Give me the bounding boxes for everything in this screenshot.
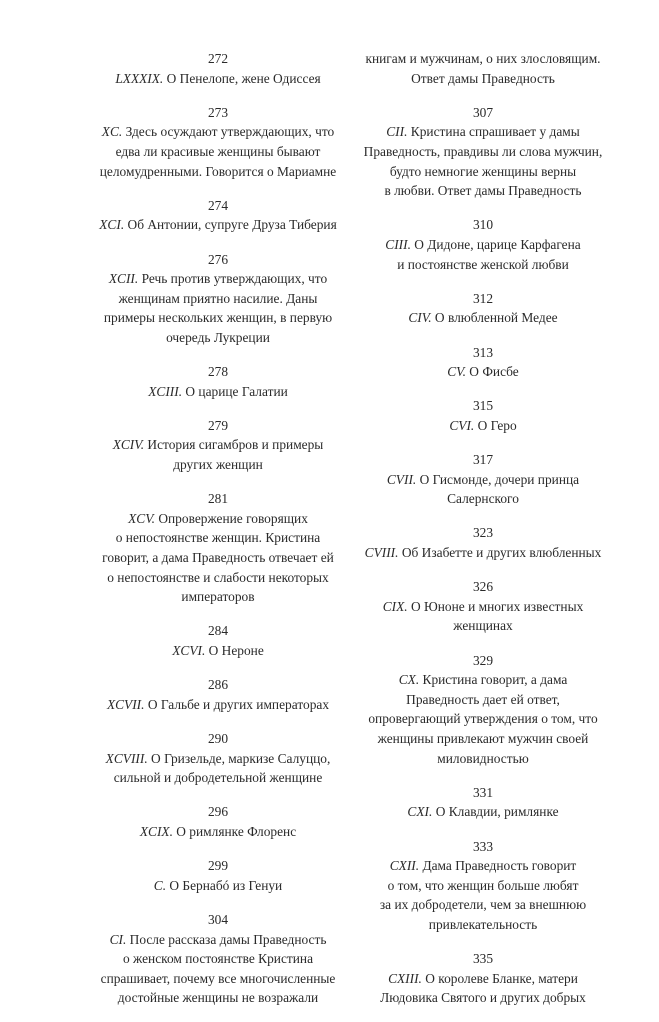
entry-line	[352, 597, 614, 617]
page-number: 279	[207, 417, 229, 433]
entry-title: Дама Праведность говорит	[419, 858, 577, 874]
toc-entry	[352, 289, 614, 328]
entry-line: Праведность, правдивы ли слова мужчин,	[363, 143, 603, 159]
entry-line: примеры нескольких женщин, в первую	[103, 310, 333, 326]
entry-line: и постоянстве женской любви	[397, 256, 569, 272]
entry-line	[352, 470, 614, 490]
entry-line: женщины привлекают мужчин своей	[377, 730, 589, 746]
entry-title: О Фисбе	[465, 364, 519, 380]
entry-line: целомудренными. Говорится о Мариамне	[99, 163, 337, 179]
entry-line	[352, 969, 614, 989]
entry-line: других женщин	[173, 457, 263, 473]
entry-title: Кристина спрашивает у дамы	[407, 124, 580, 140]
chapter-numeral: XCII.	[108, 271, 139, 287]
entry-title: О влюбленной Медее	[431, 310, 558, 326]
entry-line	[87, 641, 349, 661]
chapter-numeral: CXII.	[389, 858, 420, 874]
toc-entry	[87, 416, 349, 475]
entry-title: О Нероне	[205, 643, 264, 658]
toc-entry	[87, 675, 349, 714]
toc-entry	[87, 729, 349, 788]
chapter-numeral: XCIX.	[139, 823, 173, 839]
toc-entry	[87, 250, 349, 348]
toc-entry	[87, 802, 349, 841]
chapter-numeral: XCIV.	[112, 437, 145, 453]
toc-continuation	[352, 49, 614, 88]
page-number: 276	[207, 251, 229, 267]
entry-line: о непостоянстве и слабости некоторых	[107, 569, 329, 585]
chapter-numeral: CVIII.	[364, 545, 399, 561]
toc-entry	[87, 103, 349, 181]
entry-title: Об Изабетте и других влюбленных	[398, 545, 602, 561]
continuation-line: книгам и мужчинам, о них злословящим.	[365, 51, 601, 66]
entry-title: После рассказа дамы Праведность	[126, 931, 327, 947]
toc-right-column	[352, 49, 614, 1022]
toc-entry	[352, 396, 614, 435]
entry-line	[352, 416, 614, 436]
chapter-numeral: CVII.	[386, 471, 417, 487]
toc-entry	[352, 783, 614, 822]
page-number: 274	[207, 197, 229, 213]
page-number: 329	[472, 652, 494, 668]
entry-line	[87, 435, 349, 455]
entry-line	[352, 543, 614, 563]
chapter-numeral: CXI.	[407, 804, 433, 820]
entry-title: О римлянке Флоренс	[172, 823, 297, 839]
entry-title: О Бернабó из Генуи	[166, 877, 283, 893]
toc-left-column	[87, 49, 349, 1022]
toc-entry	[352, 837, 614, 935]
page-number: 331	[472, 784, 494, 800]
toc-entry	[87, 49, 349, 88]
entry-line: женщинам приятно насилие. Даны	[118, 290, 318, 306]
chapter-numeral: CIII.	[385, 236, 411, 252]
chapter-numeral: XCI.	[99, 217, 125, 233]
entry-title: Кристина говорит, а дама	[419, 672, 568, 688]
entry-line: о женском постоянстве Кристина	[122, 951, 314, 967]
page-number: 315	[472, 398, 494, 414]
toc-entry	[87, 856, 349, 895]
chapter-numeral: XCVIII.	[105, 750, 148, 766]
entry-line	[87, 695, 349, 715]
entry-title: О Гальбе и других императорах	[144, 696, 330, 712]
entry-line	[87, 876, 349, 896]
page-number: 278	[207, 364, 229, 380]
page-number: 333	[472, 838, 494, 854]
page-number: 290	[207, 730, 229, 746]
entry-line: Людовика Святого и других добрых	[380, 990, 586, 1006]
page-number: 323	[472, 525, 494, 541]
entry-line	[352, 362, 614, 382]
chapter-numeral: XCV.	[128, 510, 155, 526]
toc-entry	[352, 343, 614, 382]
chapter-numeral: CX.	[398, 672, 420, 688]
chapter-numeral: C.	[153, 877, 167, 893]
page-number: 317	[472, 452, 494, 468]
page-number: 299	[207, 858, 229, 874]
entry-line	[87, 749, 349, 769]
page-number: 307	[472, 104, 494, 120]
page-number: 304	[207, 911, 229, 927]
entry-line: очередь Лукреции	[166, 329, 270, 345]
page-number: 296	[207, 804, 229, 820]
toc-entry	[87, 910, 349, 1008]
entry-line: за их добродетели, чем за внешнюю	[379, 897, 587, 913]
entry-line: о том, что женщин больше любят	[387, 877, 579, 893]
entry-line: миловидностью	[437, 750, 529, 766]
entry-title: Об Антонии, супруге Друза Тиберия	[124, 217, 337, 233]
page-number: 335	[472, 951, 494, 967]
toc-entry	[87, 621, 349, 660]
entry-line: едва ли красивые женщины бывают	[115, 143, 321, 159]
entry-line: Салернского	[447, 491, 519, 507]
entry-title: О Дидоне, царице Карфагена	[410, 236, 581, 252]
chapter-numeral: CVI.	[449, 417, 475, 433]
entry-line	[87, 382, 349, 402]
page-number: 281	[207, 491, 229, 507]
page-number: 272	[207, 51, 229, 66]
toc-entry	[352, 949, 614, 1008]
entry-title: О Гисмонде, дочери принца	[416, 471, 580, 487]
chapter-numeral: CIX.	[382, 598, 408, 614]
entry-line: сильной и добродетельной женщине	[113, 770, 323, 786]
chapter-numeral: CXIII.	[388, 970, 422, 986]
chapter-numeral: CIV.	[408, 310, 432, 326]
entry-line	[87, 509, 349, 529]
toc-entry	[352, 215, 614, 274]
chapter-numeral: CI.	[109, 931, 127, 947]
entry-line	[352, 670, 614, 690]
entry-line: женщинах	[453, 618, 513, 634]
entry-line	[87, 822, 349, 842]
toc-entry	[352, 577, 614, 636]
toc-entry	[352, 523, 614, 562]
entry-title: О Юноне и многих известных	[407, 598, 584, 614]
entry-line: говорит, а дама Праведность отвечает ей	[102, 550, 334, 566]
chapter-numeral: XCVI.	[172, 643, 206, 658]
page-number: 273	[207, 104, 229, 120]
entry-title: О Клавдии, римлянке	[432, 804, 559, 820]
entry-line: о непостоянстве женщин. Кристина	[115, 530, 321, 546]
entry-line	[87, 215, 349, 235]
toc-entry	[352, 103, 614, 201]
toc-entry	[87, 196, 349, 235]
entry-line	[87, 122, 349, 142]
entry-line: опровергающий утверждения о том, что	[368, 711, 598, 727]
entry-line	[352, 308, 614, 328]
entry-title: О Гризельде, маркизе Салуццо,	[147, 750, 331, 766]
entry-title: О Пенелопе, жене Одиссея	[163, 70, 321, 86]
entry-title: История сигамбров и примеры	[144, 437, 324, 453]
chapter-numeral: XCVII.	[106, 696, 145, 712]
toc-entry	[87, 489, 349, 607]
chapter-numeral: CII.	[386, 124, 408, 140]
entry-title: О королеве Бланке, матери	[421, 970, 578, 986]
entry-line: привлекательность	[428, 916, 538, 932]
entry-line	[352, 122, 614, 142]
continuation-line: Ответ дамы Праведность	[411, 70, 555, 86]
chapter-numeral: CV.	[447, 364, 466, 380]
page-number: 286	[207, 677, 229, 693]
page-number: 310	[472, 217, 494, 233]
page-number: 326	[472, 579, 494, 595]
entry-title: Опровержение говорящих	[155, 510, 308, 526]
entry-title: Речь против утверждающих, что	[138, 271, 328, 287]
chapter-numeral: XCIII.	[148, 383, 183, 399]
entry-line: императоров	[181, 589, 255, 605]
entry-line	[352, 235, 614, 255]
entry-line: Праведность дает ей ответ,	[406, 691, 560, 707]
entry-title: О Геро	[474, 417, 517, 433]
toc-entry	[87, 362, 349, 401]
entry-line	[352, 802, 614, 822]
entry-line: спрашивает, почему все многочисленные	[100, 970, 336, 986]
page-number: 284	[207, 623, 229, 639]
entry-title: О царице Галатии	[182, 383, 288, 399]
entry-line: в любви. Ответ дамы Праведность	[384, 183, 582, 199]
entry-line	[352, 856, 614, 876]
entry-title: Здесь осуждают утверждающих, что	[122, 124, 335, 140]
chapter-numeral: XC.	[101, 124, 123, 140]
page-number: 312	[472, 290, 494, 306]
entry-line: достойные женщины не возражали	[117, 990, 319, 1006]
chapter-numeral: LXXXIX.	[115, 70, 164, 86]
entry-line	[87, 69, 349, 89]
entry-line	[87, 269, 349, 289]
page-number: 313	[472, 344, 494, 360]
toc-entry	[352, 450, 614, 509]
entry-line	[87, 930, 349, 950]
toc-entry	[352, 651, 614, 769]
entry-line: будто немногие женщины верны	[389, 163, 577, 179]
